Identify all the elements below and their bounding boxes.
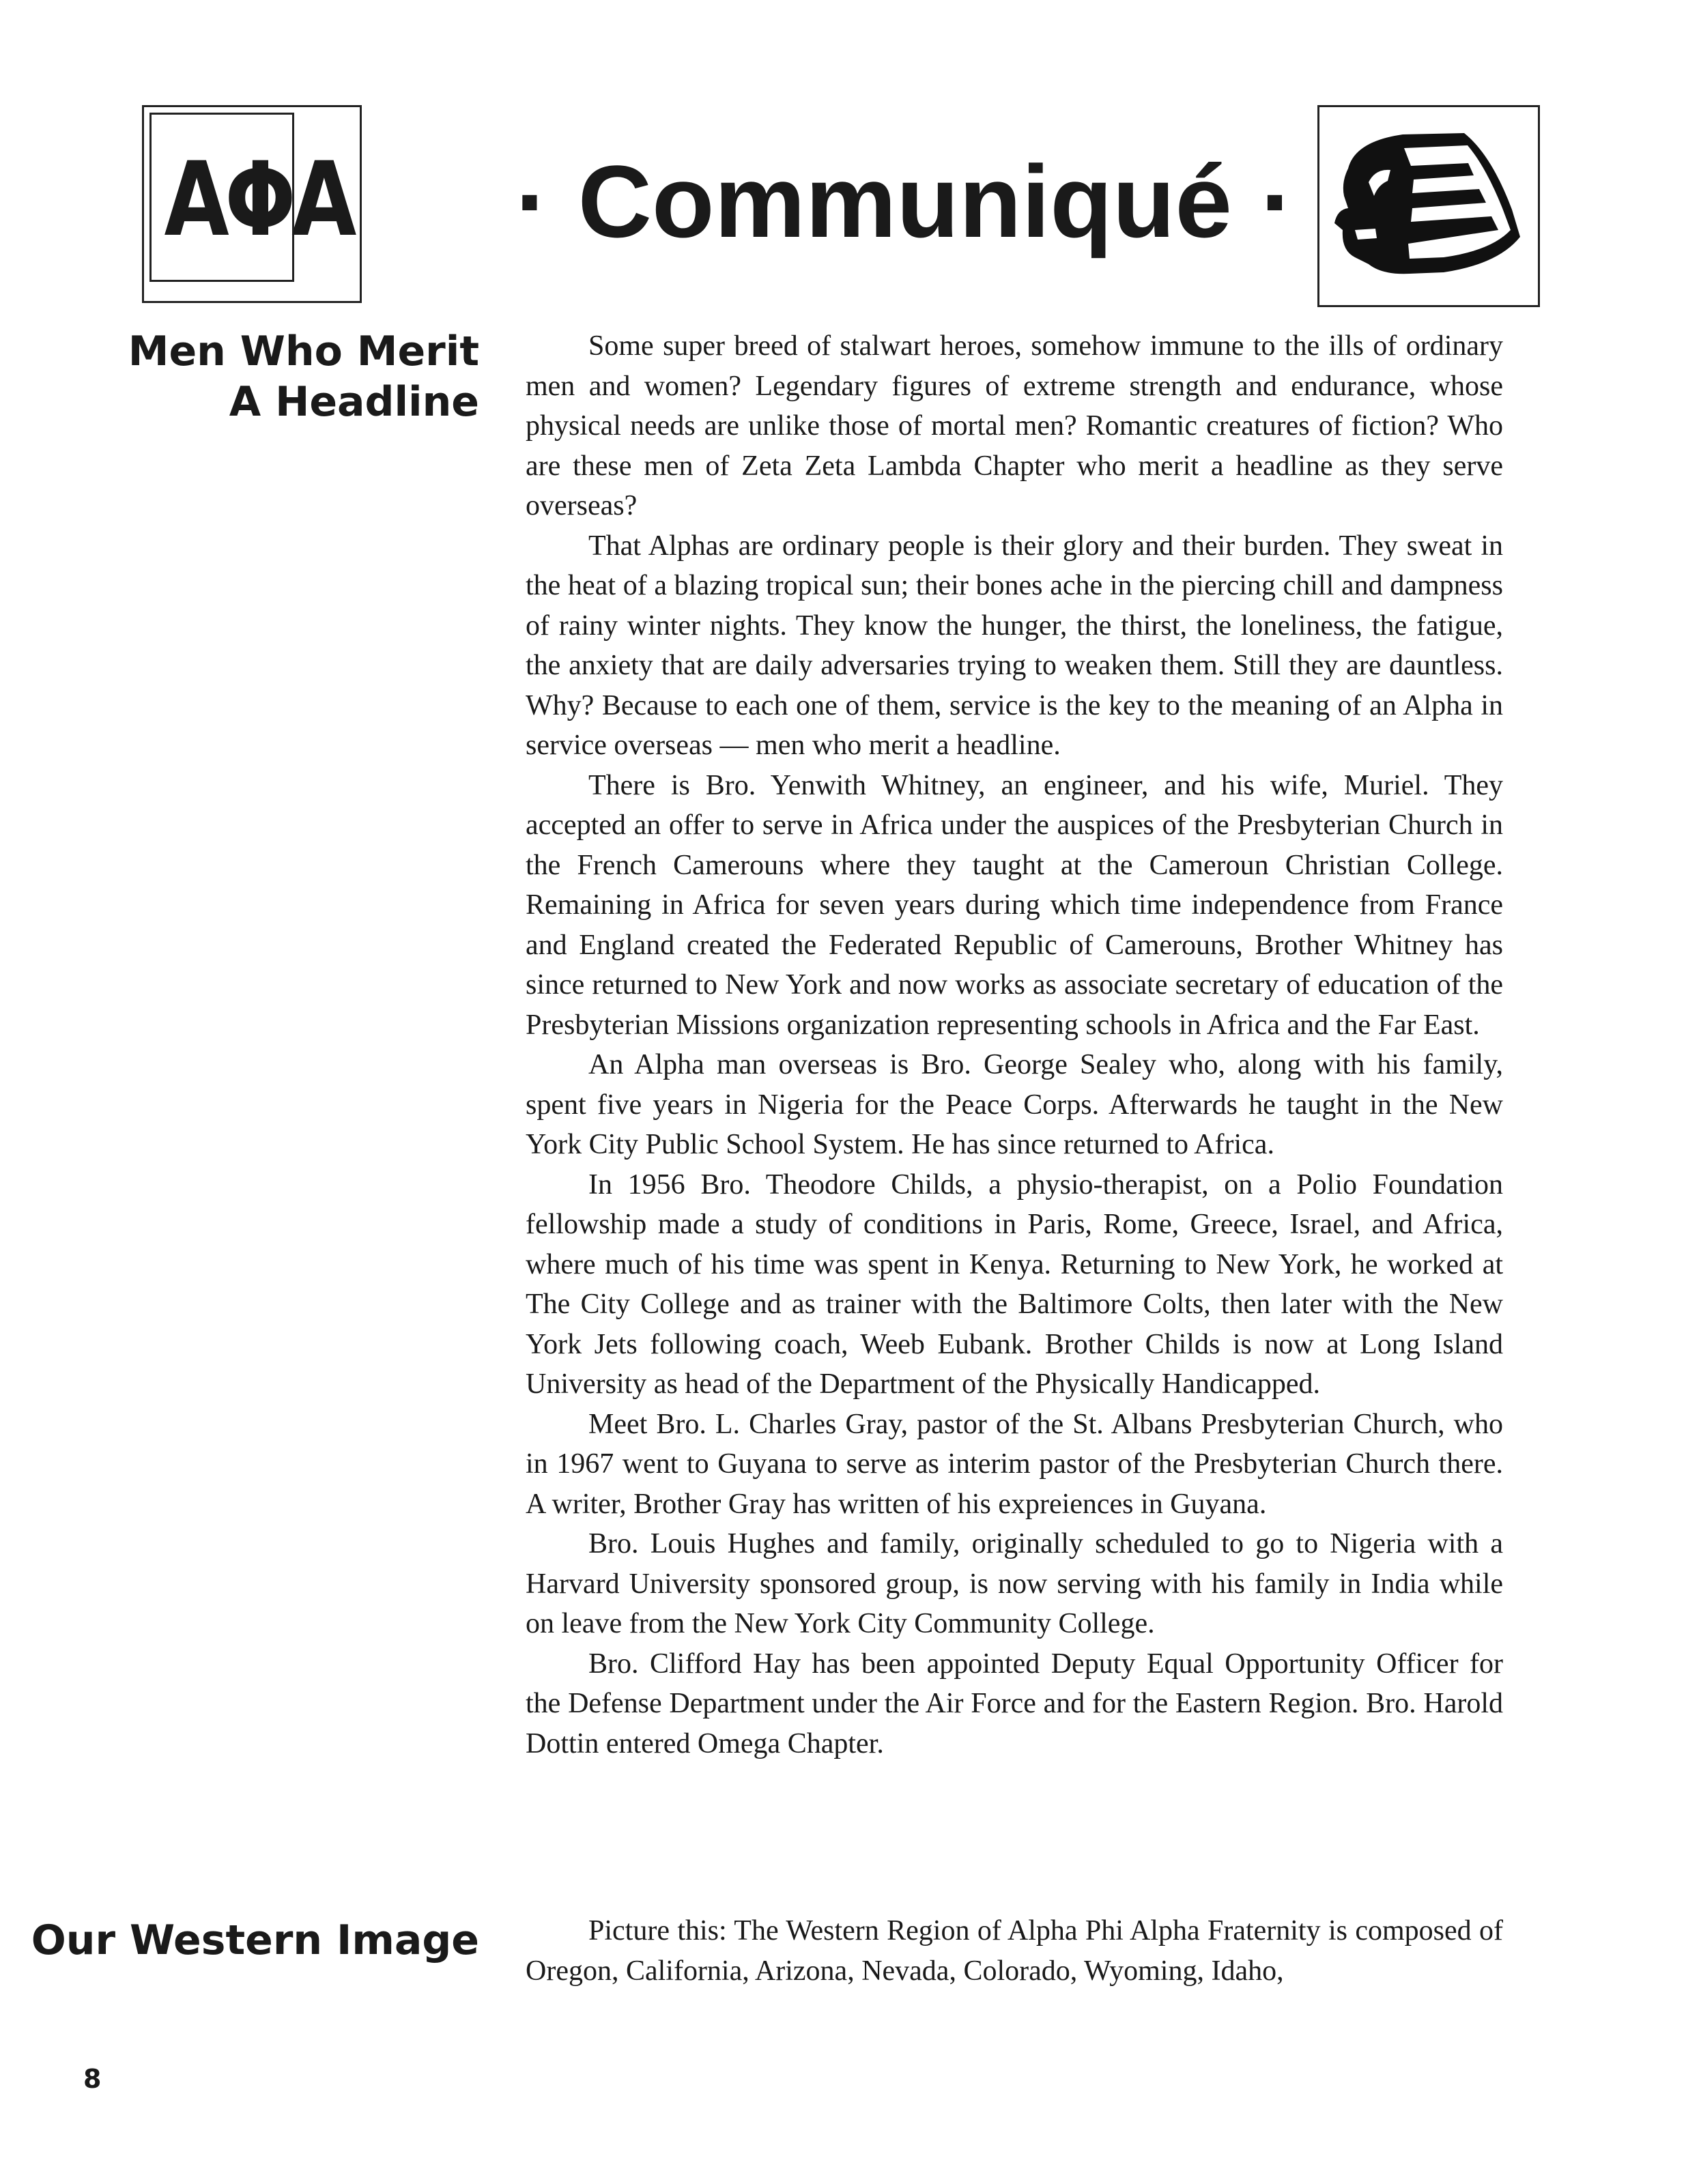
section-heading-line: Our Western Image — [31, 1916, 479, 1964]
fraternity-letters-box — [149, 113, 352, 282]
section-heading-western-image — [31, 1915, 479, 1966]
page-number: 8 — [83, 2064, 102, 2094]
article-paragraph: An Alpha man overseas is Bro. George Sealey who, along with his family, spent five years in Nigeria for the Peace Corps. Afterwards he taught in the New York City Public School System. He has since returned to Africa. — [526, 1049, 1503, 1160]
section-heading-line: Men Who Merit — [128, 328, 479, 375]
page-title: · Communiqué · — [515, 144, 1295, 259]
article-paragraph: Some super breed of stalwart heroes, somehow immune to the ills of ordinary men and women? Legendary figures of extreme strength and endurance, whose physical needs are unlike those of mortal men? Romantic creatures of fiction? Who are these men of Zeta Zeta Lambda Chapter who merit a headline as they serve overseas? — [526, 330, 1503, 521]
article-body-men-who-merit — [526, 326, 1503, 1764]
article-body-western-image — [526, 1911, 1503, 1991]
article-paragraph: Meet Bro. L. Charles Gray, pastor of the St. Albans Presbyterian Church, who in 1967 went to Guyana to serve as interim pastor of the Presbyterian Church there. A writer, Brother Gray has written of his expreiences in Guyana. — [526, 1408, 1503, 1520]
article-paragraph: In 1956 Bro. Theodore Childs, a physio-therapist, on a Polio Foundation fellowship made a study of conditions in Paris, Rome, Greece, Israel, and Africa, where much of his time was spent in Kenya. Returning to New York, he worked at The City College and as trainer with the Baltimore Colts, then later with the New York Jets following coach, Weeb Eubank. Brother Childs is now at Long Island University as head of the Department of the Physically Handicapped. — [526, 1168, 1503, 1400]
article-paragraph: There is Bro. Yenwith Whitney, an engineer, and his wife, Muriel. They accepted an offer to serve in Africa under the auspices of the Presbyterian Church in the French Camerouns where they taught at the Cameroun Christian College. Remaining in Africa for seven years during which time independence from France and England created the Federated Republic of Camerouns, Brother Whitney has since returned to New York and now works as associate secretary of education of the Presbyterian Missions organization representing schools in Africa and the Far East. — [526, 769, 1503, 1041]
article-paragraph: Bro. Louis Hughes and family, originally scheduled to go to Nigeria with a Harvard University sponsored group, is now serving with his family in India while on leave from the New York City Community College. — [526, 1528, 1503, 1639]
article-paragraph: Picture this: The Western Region of Alpha Phi Alpha Fraternity is composed of Oregon, California, Arizona, Nevada, Colorado, Wyoming, Idaho, — [526, 1915, 1503, 1987]
section-heading-line: A Headline — [229, 378, 479, 426]
sphinx-head-icon — [1328, 128, 1530, 285]
section-heading-men-who-merit — [128, 326, 479, 427]
sphinx-logo-box — [1317, 105, 1540, 307]
article-paragraph: That Alphas are ordinary people is their glory and their burden. They sweat in the heat of a blazing tropical sun; their bones ache in the piercing chill and dampness of rainy winter nights. They know the hunger, the thirst, the loneliness, the fatigue, the anxiety that are daily adversaries trying to weaken them. Still they are dauntless. Why? Because to each one of them, service is the key to the meaning of an Alpha in service overseas — men who merit a headline. — [526, 530, 1503, 761]
fraternity-letters: ΑΦΑ — [164, 141, 352, 259]
masthead-logo-box — [142, 105, 362, 303]
article-paragraph: Bro. Clifford Hay has been appointed Deputy Equal Opportunity Officer for the Defense Department under the Air Force and for the Eastern Region. Bro. Harold Dottin entered Omega Chapter. — [526, 1648, 1503, 1759]
